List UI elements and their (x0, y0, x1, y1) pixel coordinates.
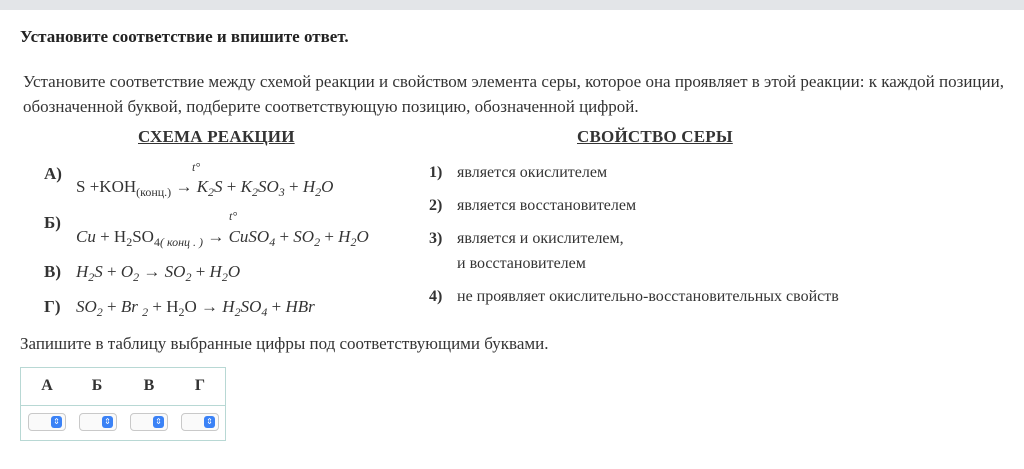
select-arrows-icon: ⇕ (102, 416, 113, 428)
answer-header-c: В (143, 377, 155, 394)
property-text: не проявляет окислительно-восстановительных свойств (457, 288, 839, 305)
reaction-c-equation: $H_2S + O_2 \to SO_2 + H_2O$ (76, 262, 241, 284)
temperature-mark: t° (192, 160, 201, 174)
temperature-mark: t° (229, 209, 238, 223)
property-number: 3) (429, 230, 443, 247)
property-number: 1) (429, 164, 443, 181)
reaction-d-equation: $SO_2 + Br$ $_2 + H_2O \to H_2SO_4$ + HBr (76, 297, 315, 319)
reaction-letter-a: А) (44, 164, 62, 183)
reaction-b-equation: $Cu + H_2SO_{4( конц . )}$ → CuSO$_4$ + $SO_2 + H_2O$ (76, 227, 369, 249)
answer-table (20, 367, 226, 441)
property-number: 4) (429, 288, 443, 305)
select-arrows-icon: ⇕ (153, 416, 164, 428)
property-text: является восстановителем (457, 197, 637, 214)
answer-header-a: А (41, 377, 53, 394)
property-2 (429, 197, 636, 215)
property-3 (429, 230, 624, 248)
property-number: 2) (429, 197, 443, 214)
answer-select-d[interactable] (181, 413, 219, 431)
answer-header-d: Г (194, 377, 206, 394)
reaction-letter-b: Б) (44, 213, 61, 232)
table-divider (21, 405, 225, 406)
select-arrows-icon: ⇕ (51, 416, 62, 428)
answer-header-b: Б (91, 377, 103, 394)
column-header-reactions: СХЕМА РЕАКЦИИ (138, 127, 295, 146)
property-text: является и окислителем, (457, 230, 624, 247)
top-bar (0, 0, 1024, 10)
property-text: является окислителем (457, 164, 608, 181)
property-3-continued: и восстановителем (457, 255, 586, 272)
reaction-letter-d: Г) (44, 297, 61, 316)
answer-instruction: Запишите в таблицу выбранные цифры под соответствующими буквами. (20, 334, 549, 353)
column-header-properties: СВОЙСТВО СЕРЫ (577, 127, 733, 146)
answer-select-a[interactable] (28, 413, 66, 431)
answer-select-c[interactable] (130, 413, 168, 431)
reaction-letter-c: В) (44, 262, 61, 281)
reaction-a-equation: $S +KOH_{(конц.)} \to K_2S + K_2SO_3 + H_2O$ (76, 177, 334, 199)
task-intro: Установите соответствие между схемой реакции и свойством элемента серы, которое она проявляет в этой реакции: к каждой позиции, обозначенной буквой, подберите соответствующую позицию, обозначенной цифрой. (23, 72, 1004, 116)
select-arrows-icon: ⇕ (204, 416, 215, 428)
property-1 (429, 164, 607, 182)
property-4 (429, 288, 839, 306)
answer-select-b[interactable] (79, 413, 117, 431)
task-title: Установите соответствие и впишите ответ. (20, 27, 349, 46)
